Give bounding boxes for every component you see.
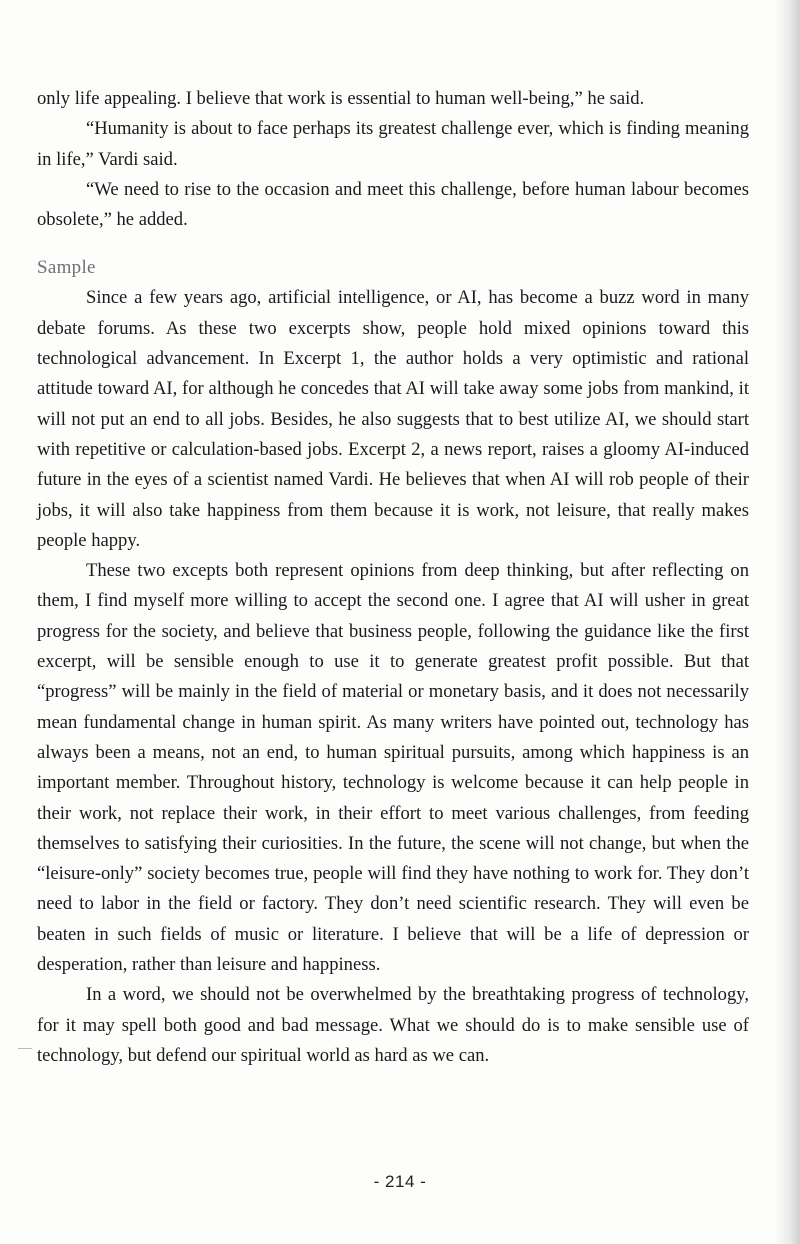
intro-paragraph-quote-2: “We need to rise to the occasion and meet this challenge, before human labour becomes obsolete,” he added. <box>37 178 749 231</box>
section-heading-sample: Sample <box>37 257 96 279</box>
page-edge-shadow <box>774 0 800 1244</box>
intro-paragraph-quote-1: “Humanity is about to face perhaps its greatest challenge ever, which is finding meaning in life,” Vardi said. <box>37 118 749 170</box>
body-text <box>37 84 749 1071</box>
intro-paragraph-continuation: only life appealing. I believe that work is essential to human well-being,” he said. <box>37 88 645 109</box>
page-number: - 214 - <box>373 1172 427 1191</box>
sample-paragraph-1: Since a few years ago, artificial intelligence, or AI, has become a buzz word in many debate forums. As these two excerpts show, people hold mixed opinions toward this technological advancement. In Excerpt 1, the author holds a very optimistic and rational attitude toward AI, for although he concedes that AI will take away some jobs from mankind, it will not put an end to all jobs. Besides, he also suggests that to best utilize AI, we should start with repetitive or calculation-based jobs. Excerpt 2, a news report, raises a gloomy AI-induced future in the eyes of a scientist named Vardi. He believes that when AI will rob people of their jobs, it will also take happiness from them because it is work, not leisure, that really makes people happy. <box>37 287 749 551</box>
margin-mark <box>18 1048 32 1049</box>
sample-paragraph-3: In a word, we should not be overwhelmed by the breathtaking progress of technology, for it may spell both good and bad message. What we should do is to make sensible use of technology, but defend our spiritual world as hard as we can. <box>37 984 749 1066</box>
sample-paragraph-2: These two excepts both represent opinions from deep thinking, but after reflecting on them, I find myself more willing to accept the second one. I agree that AI will usher in great progress for the society, and believe that business people, following the guidance like the first excerpt, will be sensible enough to use it to generate greatest profit possible. But that “progress” will be mainly in the field of material or monetary basis, and it does not necessarily mean fundamental change in human spirit. As many writers have pointed out, technology has always been a means, not an end, to human spiritual pursuits, among which happiness is an important member. Throughout history, technology is welcome because it can help people in their work, not replace their work, in their effort to meet various challenges, from feeding themselves to satisfying their curiosities. In the future, the scene will not change, but when the “leisure-only” society becomes true, people will find they have nothing to work for. They don’t need to labor in the field or factory. They don’t need scientific research. They will even be beaten in such fields of music or literature. I believe that will be a life of depression or desperation, rather than leisure and happiness. <box>37 560 749 976</box>
